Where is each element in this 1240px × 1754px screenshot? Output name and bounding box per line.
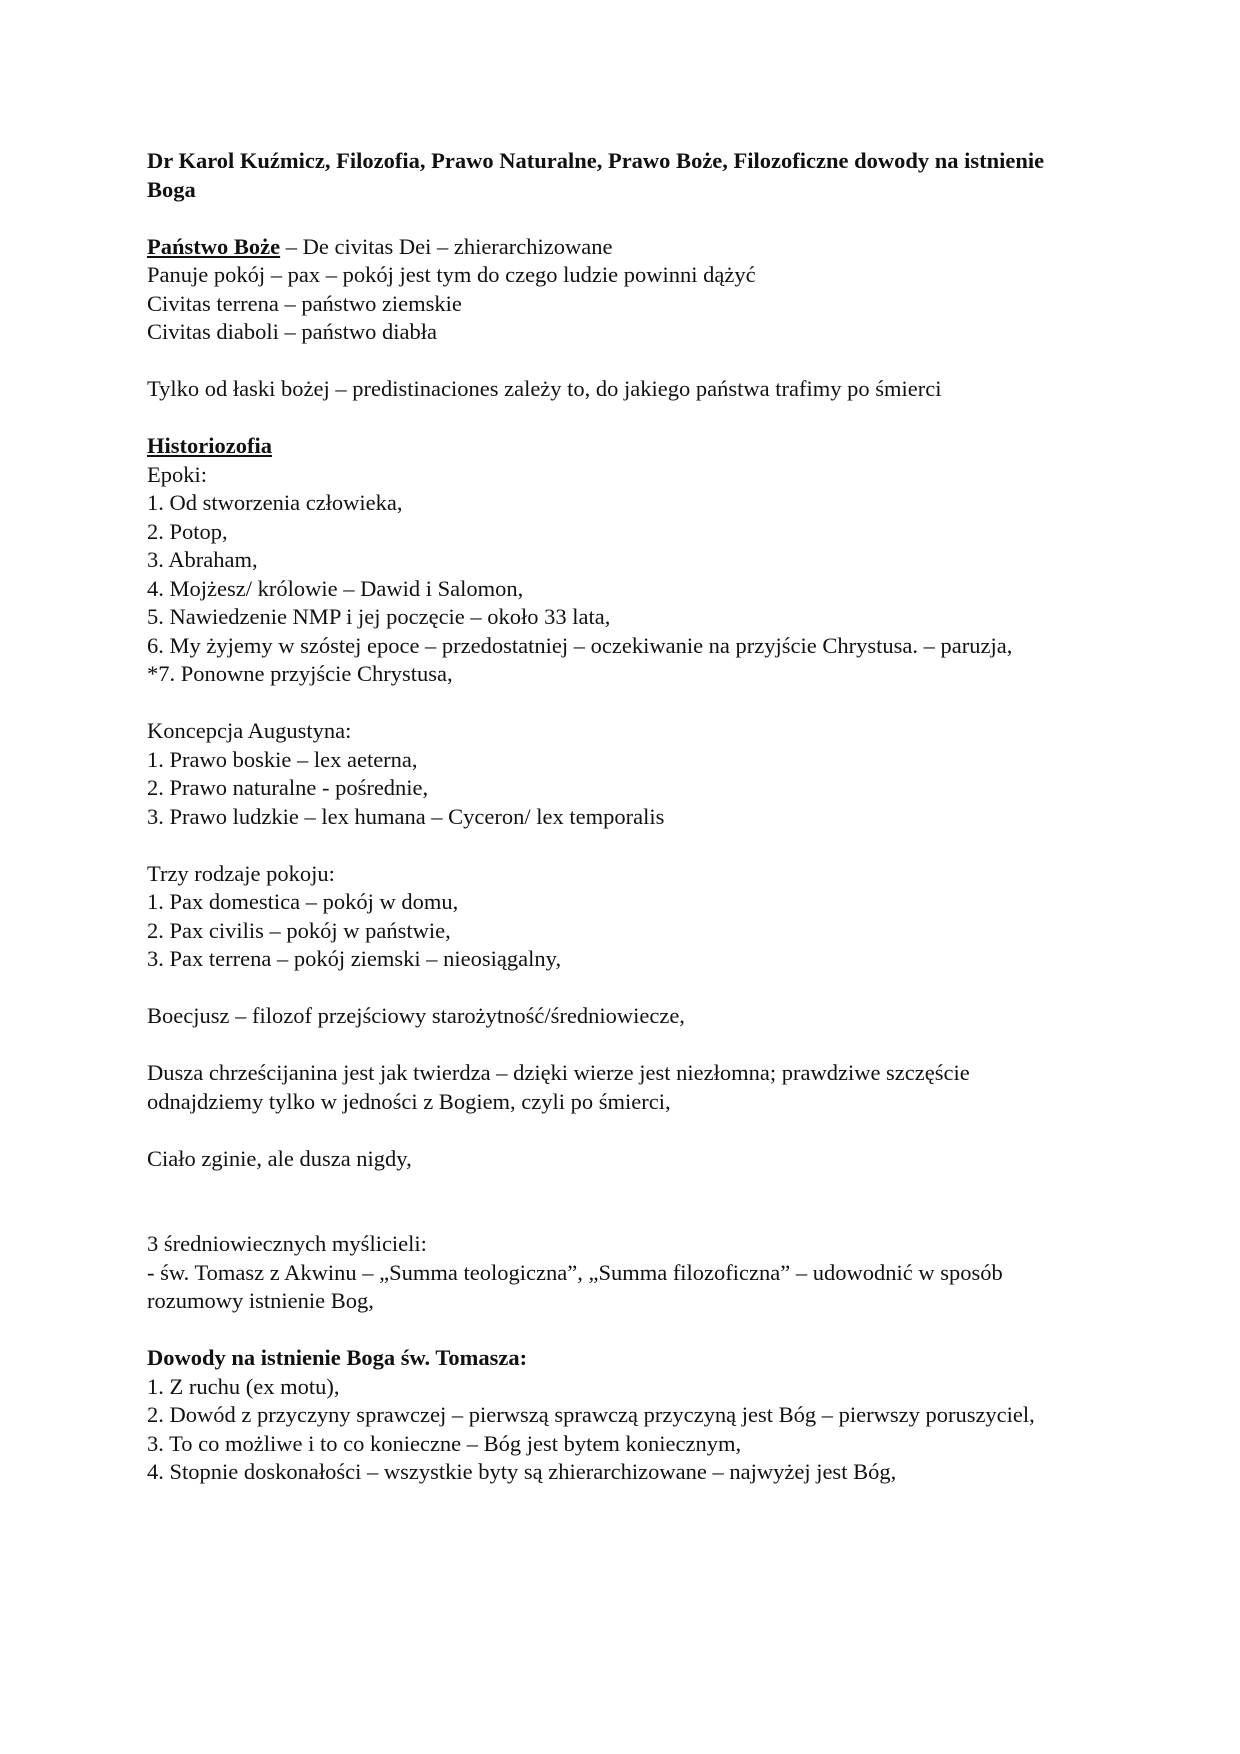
paragraph: Dusza chrześcijanina jest jak twierdza – dzięki wierze jest niezłomna; prawdziwe szczęście odnajdziemy tylko w jedności z Bogiem, czyli po śmierci, <box>147 1060 970 1114</box>
list-intro: 3 średniowiecznych myślicieli: <box>147 1231 427 1256</box>
list-item: 1. Od stworzenia człowieka, <box>147 490 403 515</box>
list-item: 1. Prawo boskie – lex aeterna, <box>147 746 418 772</box>
text-line: Panuje pokój – pax – pokój jest tym do czego ludzie powinni dążyć <box>147 262 756 287</box>
list-item: 2. Potop, <box>147 518 228 544</box>
list-item: 3. Pax terrena – pokój ziemski – nieosiągalny, <box>147 946 562 971</box>
section-heading: Historiozofia <box>147 433 272 458</box>
list-item: 4. Stopnie doskonałości – wszystkie byty są zhierarchizowane – najwyżej jest Bóg, <box>147 1459 897 1484</box>
list-intro: Koncepcja Augustyna: <box>147 718 352 743</box>
section-heading: Dowody na istnienie Boga św. Tomasza: <box>147 1345 528 1370</box>
section-heading: Państwo Boże <box>147 233 281 259</box>
document-body <box>147 147 1087 1487</box>
list-item: 2. Dowód z przyczyny sprawczej – pierwszą sprawczą przyczyną jest Bóg – pierwszy poruszyciel, <box>147 1402 1035 1427</box>
list-item: 6. My żyjemy w szóstej epoce – przedostatniej – oczekiwanie na przyjście Chrystusa. – paruzja, <box>147 632 1013 658</box>
list-item: *7. Ponowne przyjście Chrystusa, <box>147 661 453 686</box>
section-heading-rest: – De civitas Dei – zhierarchizowane <box>280 233 613 259</box>
list-item: 3. To co możliwe i to co konieczne – Bóg jest bytem koniecznym, <box>147 1430 742 1456</box>
list-intro: Trzy rodzaje pokoju: <box>147 860 335 886</box>
document-title: Dr Karol Kuźmicz, Filozofia, Prawo Naturalne, Prawo Boże, Filozoficzne dowody na istnienie Boga <box>147 148 1045 202</box>
paragraph: Boecjusz – filozof przejściowy starożytność/średniowiecze, <box>147 1003 685 1028</box>
list-item: 5. Nawiedzenie NMP i jej poczęcie – około 33 lata, <box>147 604 611 629</box>
list-intro: Epoki: <box>147 461 207 487</box>
list-item: 1. Pax domestica – pokój w domu, <box>147 889 459 914</box>
list-item: 3. Abraham, <box>147 547 258 572</box>
list-item: 3. Prawo ludzkie – lex humana – Cyceron/ lex temporalis <box>147 803 665 829</box>
paragraph: Tylko od łaski bożej – predistinaciones zależy to, do jakiego państwa trafimy po śmierci <box>147 376 942 401</box>
text-line: Civitas diaboli – państwo diabła <box>147 319 437 344</box>
list-item: - św. Tomasz z Akwinu – „Summa teologiczna”, „Summa filozoficzna” – udowodnić w sposób rozumowy istnienie Bog, <box>147 1259 1003 1313</box>
list-item: 2. Prawo naturalne - pośrednie, <box>147 775 429 800</box>
section-heading-line <box>147 233 1087 262</box>
text-line: Civitas terrena – państwo ziemskie <box>147 290 462 316</box>
paragraph: Ciało zginie, ale dusza nigdy, <box>147 1145 412 1171</box>
list-item: 2. Pax civilis – pokój w państwie, <box>147 917 451 943</box>
list-item: 1. Z ruchu (ex motu), <box>147 1373 340 1399</box>
list-item: 4. Mojżesz/ królowie – Dawid i Salomon, <box>147 575 524 601</box>
